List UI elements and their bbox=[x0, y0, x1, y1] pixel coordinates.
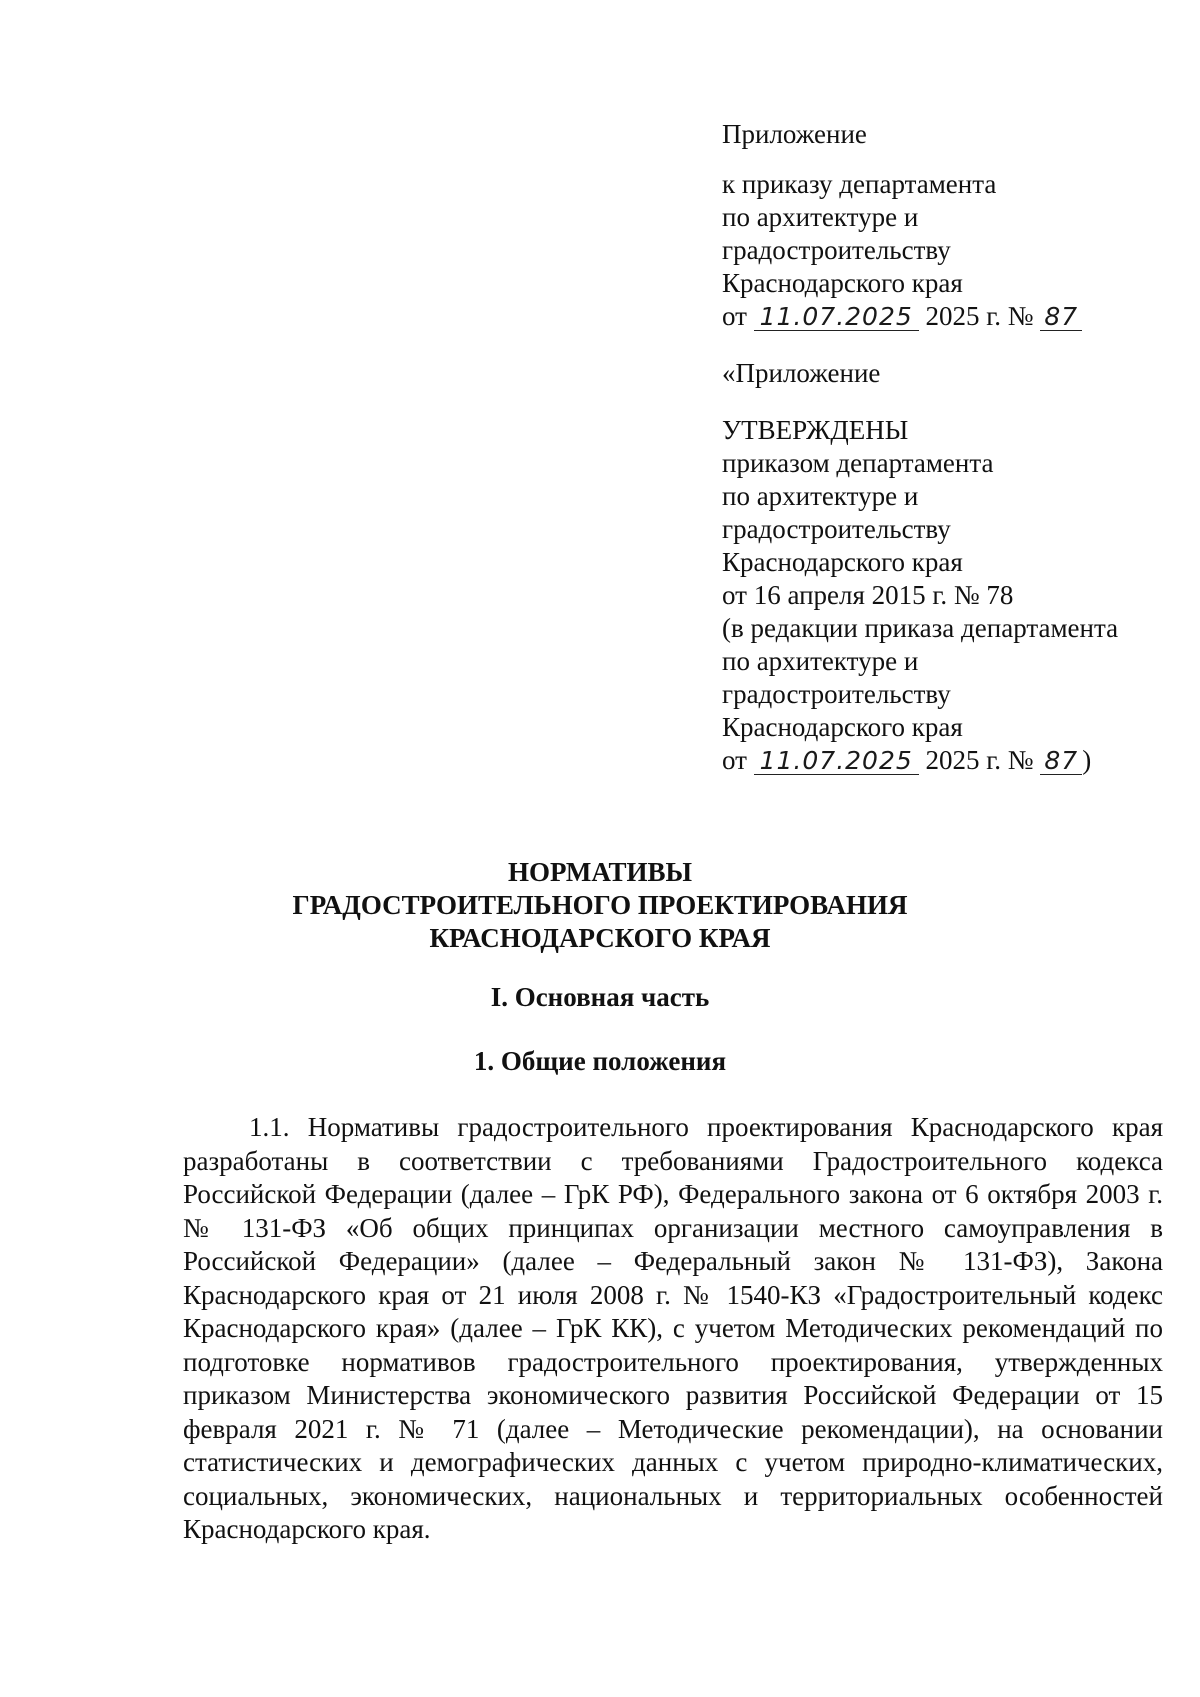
order-ref-line: градостроительству bbox=[722, 235, 951, 265]
amend-year-suffix: 2025 г. № bbox=[925, 745, 1034, 775]
approved-label: УТВЕРЖДЕНЫ bbox=[722, 415, 909, 445]
approved-line: градостроительству bbox=[722, 514, 951, 544]
title-line: ГРАДОСТРОИТЕЛЬНОГО ПРОЕКТИРОВАНИЯ bbox=[292, 890, 908, 920]
order-date-handwritten: 11.07.2025 bbox=[754, 304, 919, 331]
section-heading: 1. Общие положения bbox=[473, 1046, 727, 1076]
approved-line: по архитектуре и bbox=[722, 646, 919, 676]
quoted-appendix-label: «Приложение bbox=[722, 358, 881, 388]
amend-closing-paren: ) bbox=[1082, 745, 1092, 775]
paragraph-1-1: 1.1. Нормативы градостроительного проектирования Краснодарского края разработаны в соответствии с требованиями Градостроительного кодекса Российской Федерации (далее – ГрК РФ), Федерального закона от 6 октября 2003 г. № 131-ФЗ «Об общих принципах организации местного самоуправления в Российской Федерации» (далее – Федеральный закон № 131-ФЗ), Закона Краснодарского края от 21 июля 2008 г. № 1540-КЗ «Градостроительный кодекс Краснодарского края» (далее – ГрК КК), с учетом Методических рекомендаций по подготовке нормативов градостроительного проектирования, утвержденных приказом Министерства экономического развития Российской Федерации от 15 февраля 2021 г. № 71 (далее – Методические рекомендации), на основании статистических и демографических данных с учетом природно-климатических, социальных, экономических, национальных и территориальных особенностей Краснодарского края. bbox=[183, 1112, 1163, 1544]
title-line: КРАСНОДАРСКОГО КРАЯ bbox=[429, 923, 771, 953]
amend-date-line bbox=[722, 744, 1172, 777]
order-ref-line: Краснодарского края bbox=[722, 268, 963, 298]
order-ref-line: к приказу департамента bbox=[722, 169, 997, 199]
approved-line: приказом департамента bbox=[722, 448, 994, 478]
approved-line: Краснодарского края bbox=[722, 547, 963, 577]
approved-line: (в редакции приказа департамента bbox=[722, 613, 1119, 643]
order-date-prefix: от bbox=[722, 301, 747, 331]
part-heading: I. Основная часть bbox=[490, 982, 710, 1012]
approved-line: от 16 апреля 2015 г. № 78 bbox=[722, 580, 1014, 610]
approved-line: по архитектуре и bbox=[722, 481, 919, 511]
document-title bbox=[0, 856, 1200, 955]
appendix-label: Приложение bbox=[722, 119, 867, 149]
title-line: НОРМАТИВЫ bbox=[507, 857, 693, 887]
order-year-suffix: 2025 г. № bbox=[925, 301, 1034, 331]
appendix-reference-block bbox=[722, 118, 1172, 777]
amend-date-prefix: от bbox=[722, 745, 747, 775]
order-date-line bbox=[722, 300, 1172, 333]
approved-line: градостроительству bbox=[722, 679, 951, 709]
approved-line: Краснодарского края bbox=[722, 712, 963, 742]
order-number-handwritten: 87 bbox=[1040, 304, 1082, 331]
order-ref-line: по архитектуре и bbox=[722, 202, 919, 232]
amend-date-handwritten: 11.07.2025 bbox=[754, 748, 919, 775]
amend-number-handwritten: 87 bbox=[1040, 748, 1082, 775]
